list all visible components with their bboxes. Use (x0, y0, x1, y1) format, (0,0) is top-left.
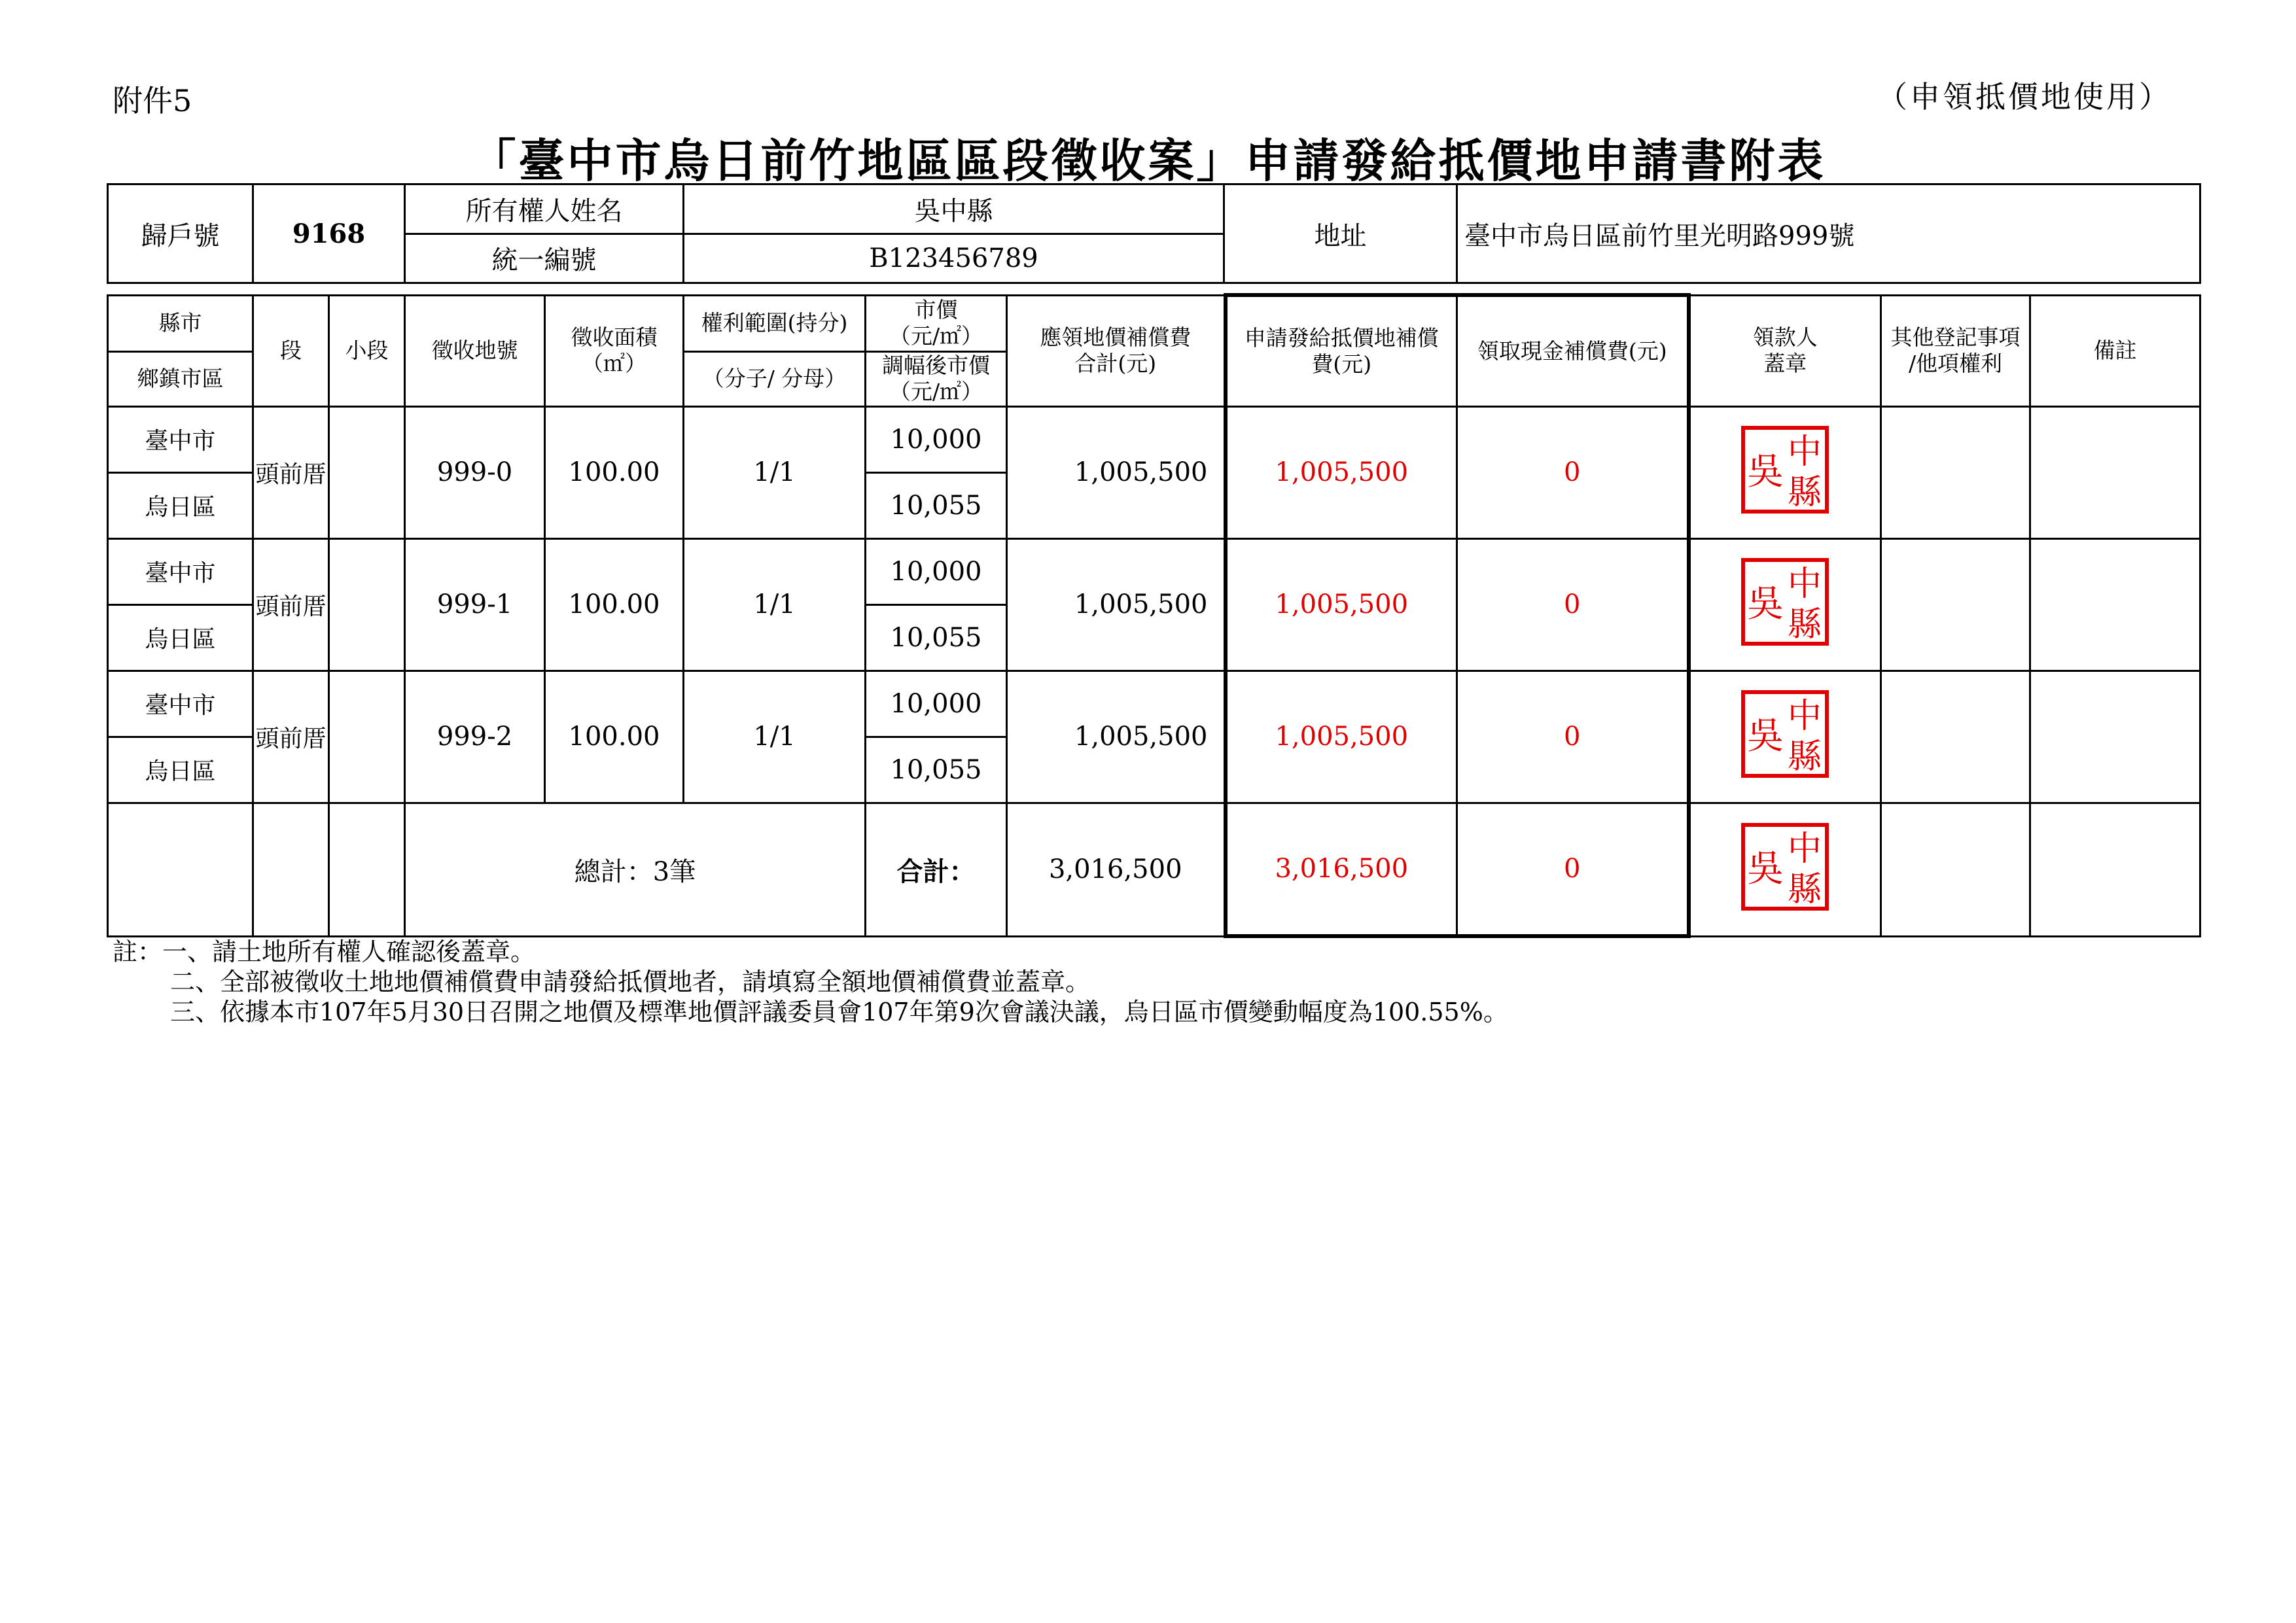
header-payee-label: 領款人 (1752, 324, 1818, 350)
totals-empty (108, 803, 253, 936)
totals-row (108, 803, 2200, 936)
row-market-price: 10,000 (866, 538, 1007, 604)
row-compensation: 1,005,500 (1007, 671, 1226, 803)
row-market-price: 10,000 (866, 406, 1007, 472)
totals-empty (1881, 803, 2030, 936)
total-sum-label: 合計： (866, 803, 1007, 936)
row-cash-amount: 0 (1457, 406, 1689, 538)
row-other (1881, 538, 2030, 671)
note-3: 三、依據本市107年5月30日召開之地價及標準地價評議委員會107年第9次會議決議，烏日區市價變動幅度為100.55%。 (170, 998, 1508, 1026)
owner-name: 吳中縣 (684, 184, 1224, 234)
header-section: 段 (253, 295, 329, 406)
row-area: 100.00 (545, 406, 684, 538)
land-table (107, 293, 2201, 938)
total-apply-amount: 3,016,500 (1226, 803, 1457, 936)
owner-address: 臺中市烏日區前竹里光明路999號 (1457, 184, 2200, 283)
household-label: 歸戶號 (108, 184, 253, 283)
row-rights: 1/1 (684, 671, 866, 803)
table-row (108, 538, 2200, 604)
row-payee-seal (1689, 406, 1881, 538)
header-cash: 領取現金補償費(元) (1457, 295, 1689, 406)
row-compensation: 1,005,500 (1007, 406, 1226, 538)
row-subsection (329, 538, 405, 671)
header-rights: 權利範圍(持分) (684, 295, 866, 351)
header-area-label: 徵收面積 (571, 324, 658, 350)
usage-note: （申領抵價地使用） (1877, 79, 2172, 114)
row-township: 烏日區 (108, 472, 253, 538)
svg-text:中: 中 (1788, 829, 1822, 869)
owner-info-table (107, 183, 2201, 284)
row-lot: 999-0 (405, 406, 545, 538)
row-county: 臺中市 (108, 671, 253, 737)
svg-text:縣: 縣 (1788, 869, 1822, 909)
svg-text:吳: 吳 (1747, 847, 1784, 890)
table-row (108, 406, 2200, 472)
row-subsection (329, 671, 405, 803)
header-remarks: 備註 (2030, 295, 2200, 406)
row-other (1881, 671, 2030, 803)
note-2: 二、全部被徵收土地地價補償費申請發給抵價地者，請填寫全額地價補償費並蓋章。 (170, 968, 1091, 996)
row-market-price: 10,000 (866, 671, 1007, 737)
total-payee-seal (1689, 803, 1881, 936)
totals-empty (253, 803, 329, 936)
header-adjusted-label: 調幅後市價 (882, 353, 990, 378)
header-area (545, 295, 684, 406)
svg-text:吳: 吳 (1747, 582, 1784, 625)
svg-text:吳: 吳 (1747, 714, 1784, 758)
row-lot: 999-2 (405, 671, 545, 803)
attachment-label: 附件5 (113, 83, 192, 118)
total-compensation: 3,016,500 (1007, 803, 1226, 936)
header-adjusted-price (866, 351, 1007, 406)
header-apply-land (1226, 295, 1457, 406)
row-compensation: 1,005,500 (1007, 538, 1226, 671)
seal-stamp-icon (1739, 424, 1831, 515)
row-remarks (2030, 406, 2200, 538)
header-apply-sub: 費(元) (1311, 351, 1372, 377)
row-rights: 1/1 (684, 538, 866, 671)
row-cash-amount: 0 (1457, 538, 1689, 671)
header-subsection: 小段 (329, 295, 405, 406)
row-area: 100.00 (545, 671, 684, 803)
row-subsection (329, 406, 405, 538)
header-payee (1689, 295, 1881, 406)
id-number: B123456789 (684, 234, 1224, 283)
id-number-label: 統一編號 (405, 234, 684, 283)
svg-text:縣: 縣 (1788, 604, 1822, 644)
svg-text:中: 中 (1788, 696, 1822, 736)
row-apply-amount: 1,005,500 (1226, 406, 1457, 538)
row-apply-amount: 1,005,500 (1226, 538, 1457, 671)
header-compensation-sub: 合計(元) (1074, 351, 1157, 376)
address-label: 地址 (1224, 184, 1457, 283)
row-adjusted-price: 10,055 (866, 737, 1007, 803)
row-payee-seal (1689, 671, 1881, 803)
total-cash-amount: 0 (1457, 803, 1689, 936)
svg-text:縣: 縣 (1788, 472, 1822, 512)
household-number: 9168 (253, 184, 405, 283)
notes (113, 937, 1508, 1027)
row-adjusted-price: 10,055 (866, 604, 1007, 671)
row-area: 100.00 (545, 538, 684, 671)
header-other-label: 其他登記事項 (1890, 324, 2021, 350)
totals-empty (329, 803, 405, 936)
header-lot: 徵收地號 (405, 295, 545, 406)
svg-text:中: 中 (1788, 432, 1822, 472)
header-compensation (1007, 295, 1226, 406)
row-cash-amount: 0 (1457, 671, 1689, 803)
header-price-label: 市價 (914, 297, 958, 323)
row-remarks (2030, 671, 2200, 803)
svg-text:吳: 吳 (1747, 450, 1784, 493)
row-section: 頭前厝 (253, 671, 329, 803)
note-1: 註：一、請土地所有權人確認後蓋章。 (113, 937, 536, 966)
row-section: 頭前厝 (253, 406, 329, 538)
header-payee-sub: 蓋章 (1763, 351, 1807, 376)
header-area-unit: （㎡） (582, 351, 646, 376)
total-count: 總計：3筆 (405, 803, 866, 936)
row-other (1881, 406, 2030, 538)
row-adjusted-price: 10,055 (866, 472, 1007, 538)
row-remarks (2030, 538, 2200, 671)
header-compensation-label: 應領地價補償費 (1040, 324, 1192, 350)
owner-name-label: 所有權人姓名 (405, 184, 684, 234)
header-township: 鄉鎮市區 (108, 351, 253, 406)
header-market-price (866, 295, 1007, 351)
table-row (108, 671, 2200, 737)
svg-text:縣: 縣 (1788, 737, 1822, 777)
row-rights: 1/1 (684, 406, 866, 538)
row-apply-amount: 1,005,500 (1226, 671, 1457, 803)
row-payee-seal (1689, 538, 1881, 671)
header-other (1881, 295, 2030, 406)
row-township: 烏日區 (108, 604, 253, 671)
seal-stamp-icon (1739, 556, 1831, 648)
header-county: 縣市 (108, 295, 253, 351)
header-apply-label: 申請發給抵價地補償 (1244, 324, 1439, 351)
header-price-unit: （元/㎡） (889, 323, 983, 349)
seal-stamp-icon (1739, 821, 1831, 913)
row-county: 臺中市 (108, 538, 253, 604)
seal-stamp-icon (1739, 688, 1831, 780)
row-county: 臺中市 (108, 406, 253, 472)
svg-text:中: 中 (1788, 564, 1822, 604)
header-rights-sub: （分子/ 分母） (684, 351, 866, 406)
totals-empty (2030, 803, 2200, 936)
row-township: 烏日區 (108, 737, 253, 803)
row-lot: 999-1 (405, 538, 545, 671)
header-other-sub: /他項權利 (1908, 351, 2003, 376)
header-adjusted-unit: （元/㎡） (889, 379, 983, 404)
page-title: 「臺中市烏日前竹地區區段徵收案」申請發給抵價地申請書附表 (470, 133, 1826, 188)
row-section: 頭前厝 (253, 538, 329, 671)
